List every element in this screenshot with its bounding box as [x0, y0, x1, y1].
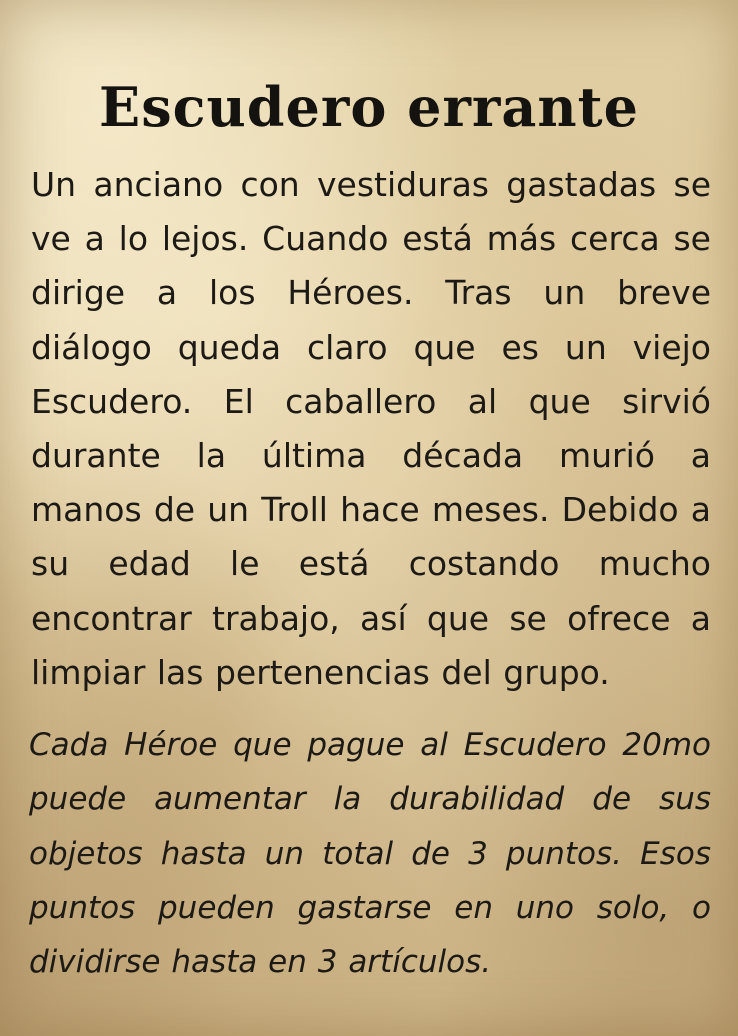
card-title: Escudero errante [99, 75, 639, 139]
narrative-text: Un anciano con vestiduras gastadas se ve a lo lejos. Cuando está más cerca se dirige a los Héroes. Tras un breve diálogo queda claro que es un viejo Escudero. El caballero al que sirvió durante la última década murió a manos de un Troll hace meses. Debido a su edad le está costando mucho encontrar trabajo, así que se ofrece a limpiar las pertenencias del grupo. [31, 165, 711, 692]
rule-text: Cada Héroe que pague al Escudero 20mo puede aumentar la durabilidad de sus objetos hasta un total de 3 puntos. Esos puntos pueden gastarse en uno solo, o dividirse hasta en 3 artículos. [29, 727, 711, 981]
